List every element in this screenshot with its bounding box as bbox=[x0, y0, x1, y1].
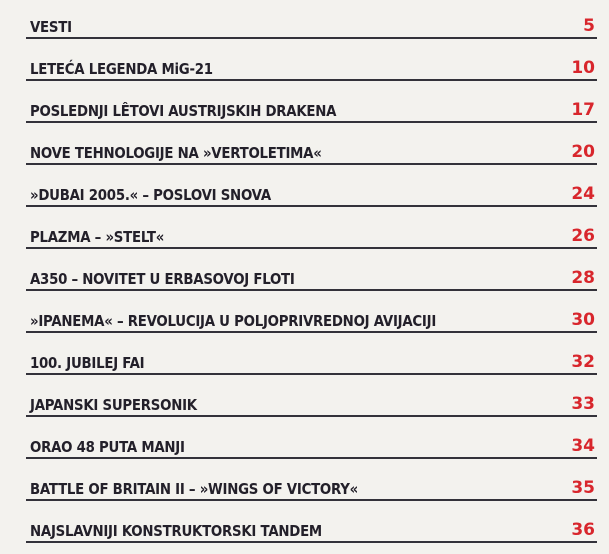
toc-entry-title: 100. JUBILEJ FAI bbox=[30, 354, 145, 372]
toc-entry-title: NOVE TEHNOLOGIJE NA »VERTOLETIMA« bbox=[30, 144, 322, 162]
toc-entry-title: LETEĆA LEGENDA MiG-21 bbox=[30, 60, 213, 78]
toc-entry bbox=[0, 126, 609, 166]
toc-divider bbox=[26, 331, 597, 333]
toc-entry-page-number: 33 bbox=[571, 394, 595, 414]
toc-entry-page-number: 10 bbox=[571, 58, 595, 78]
toc-entry-title: PLAZMA – »STELT« bbox=[30, 228, 165, 246]
toc-entry-page-number: 24 bbox=[571, 184, 595, 204]
toc-entry-title: »DUBAI 2005.« – POSLOVI SNOVA bbox=[30, 186, 271, 204]
toc-entry-page-number: 32 bbox=[571, 352, 595, 372]
toc-divider bbox=[26, 289, 597, 291]
toc-entry-title: POSLEDNJI LÊTOVI AUSTRIJSKIH DRAKENA bbox=[30, 102, 337, 120]
toc-entry bbox=[0, 84, 609, 124]
toc-entry bbox=[0, 420, 609, 460]
toc-divider bbox=[26, 457, 597, 459]
toc-entry bbox=[0, 0, 609, 40]
toc-entry-page-number: 26 bbox=[571, 226, 595, 246]
toc-divider bbox=[26, 79, 597, 81]
toc-entry bbox=[0, 294, 609, 334]
toc-divider bbox=[26, 247, 597, 249]
toc-entry-title: ORAO 48 PUTA MANJI bbox=[30, 438, 185, 456]
toc-entry-page-number: 28 bbox=[571, 268, 595, 288]
toc-divider bbox=[26, 415, 597, 417]
toc-divider bbox=[26, 541, 597, 543]
toc-entry-page-number: 30 bbox=[571, 310, 595, 330]
toc-entry bbox=[0, 252, 609, 292]
toc-entry-page-number: 34 bbox=[571, 436, 595, 456]
toc-entry-page-number: 20 bbox=[571, 142, 595, 162]
toc-entry-title: BATTLE OF BRITAIN II – »WINGS OF VICTORY« bbox=[30, 480, 359, 498]
toc-entry-title: »IPANEMA« – REVOLUCIJA U POLJOPRIVREDNOJ AVIJACIJI bbox=[30, 312, 437, 330]
toc-entry-page-number: 35 bbox=[571, 478, 595, 498]
toc-entry bbox=[0, 336, 609, 376]
toc-entry-page-number: 5 bbox=[583, 16, 595, 36]
toc-entry-title: NAJSLAVNIJI KONSTRUKTORSKI TANDEM bbox=[30, 522, 322, 540]
toc-divider bbox=[26, 163, 597, 165]
toc-divider bbox=[26, 37, 597, 39]
toc-entry-title: JAPANSKI SUPERSONIK bbox=[30, 396, 197, 414]
toc-entry bbox=[0, 462, 609, 502]
toc-divider bbox=[26, 121, 597, 123]
toc-entry-title: VESTI bbox=[30, 18, 72, 36]
toc-entry bbox=[0, 378, 609, 418]
toc-entry bbox=[0, 210, 609, 250]
toc-divider bbox=[26, 373, 597, 375]
toc-entry-page-number: 36 bbox=[571, 520, 595, 540]
toc-divider bbox=[26, 499, 597, 501]
toc-entry bbox=[0, 504, 609, 544]
toc-entry-title: A350 – NOVITET U ERBASOVOJ FLOTI bbox=[30, 270, 295, 288]
toc-entry-page-number: 17 bbox=[571, 100, 595, 120]
toc-entry bbox=[0, 42, 609, 82]
toc-divider bbox=[26, 205, 597, 207]
toc-entry bbox=[0, 168, 609, 208]
